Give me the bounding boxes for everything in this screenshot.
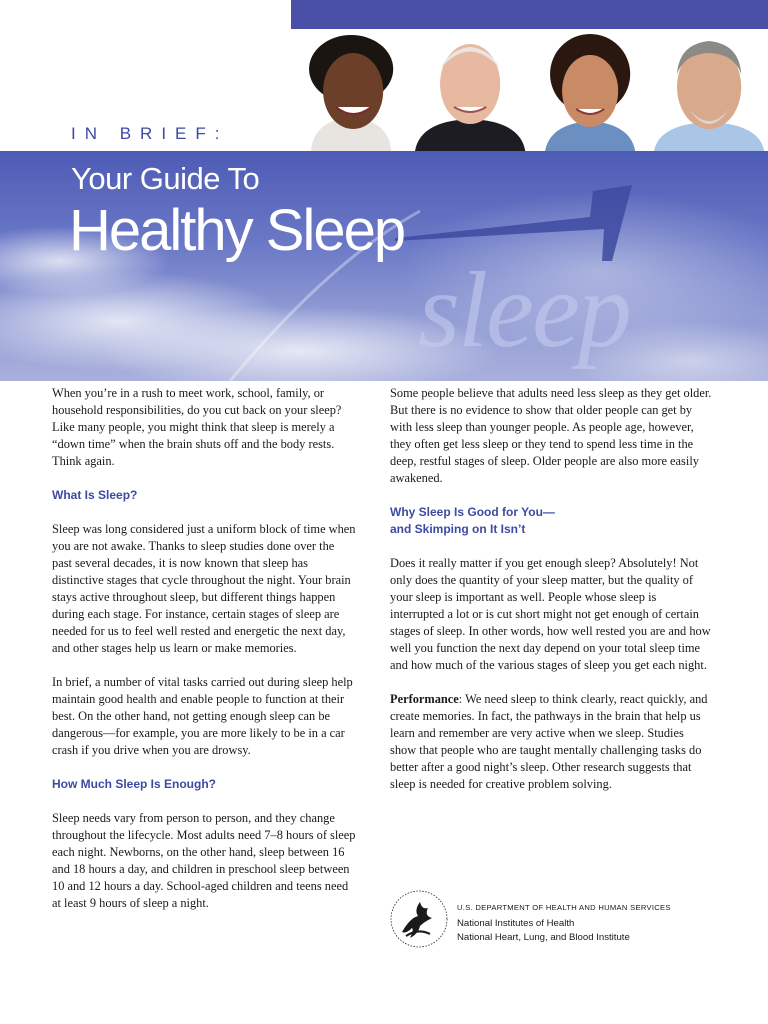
left-column <box>52 385 357 929</box>
header-accent-bar <box>291 0 768 29</box>
hero-banner <box>0 151 768 381</box>
footer <box>388 888 688 958</box>
performance-text: : We need sleep to think clearly, react quickly, and create memories. In fact, the pathways in the brain that help us learn and remember are very active when we sleep. Studies show that people who are taught mentally challenging tasks do better after a good night’s sleep. Other research suggests that sleep is needed for creative problem solving. <box>390 692 708 791</box>
hhs-eagle-seal-icon <box>388 888 450 950</box>
in-brief-label: IN BRIEF: <box>71 124 229 143</box>
agency-nhlbi: National Heart, Lung, and Blood Institute <box>457 932 630 943</box>
portrait-strip <box>291 29 768 151</box>
paragraph-older-adults: Some people believe that adults need less sleep as they get older. But there is no evidence to show that older people can get by with less sleep than younger people. As people age, however, they often get less sleep or they tend to spend less time in the deep, restful stages of sleep. Older people are also more easily awakened. <box>390 386 712 485</box>
portrait-woman-2 <box>530 29 649 151</box>
department-name: U.S. DEPARTMENT OF HEALTH AND HUMAN SERVICES <box>457 903 671 912</box>
heading-what-is-sleep: What Is Sleep? <box>52 488 138 502</box>
paragraph-sleep-stages: Sleep was long considered just a uniform block of time when you are not awake. Thanks to sleep studies done over the past several decades, it is now known that sleep has distinctive stages that cycle throughout the night. Your brain stays active throughout sleep, but different things happen during each stage. For instance, certain stages of sleep are needed for us to feel well rested and energetic the next day, and other stages help us learn or make memories. <box>52 522 356 655</box>
portrait-man-1 <box>410 29 529 151</box>
portrait-woman-1 <box>291 29 410 151</box>
hero-subtitle: Your Guide To <box>71 161 260 196</box>
footer-agency-text <box>457 903 671 945</box>
performance-label: Performance <box>390 692 459 706</box>
sleep-watermark: sleep <box>418 251 630 370</box>
agency-nih: National Institutes of Health <box>457 918 575 929</box>
paragraph-vital-tasks: In brief, a number of vital tasks carried out during sleep help maintain good health and enable people to function at their best. On the other hand, not getting enough sleep can be dangerous—for example, you are more likely to be in a car crash if you drive when you are drowsy. <box>52 675 353 757</box>
heading-why-sleep-good <box>390 504 712 538</box>
page-title: Healthy Sleep <box>69 198 405 263</box>
paragraph-sleep-quality: Does it really matter if you get enough sleep? Absolutely! Not only does the quantity of your sleep matter, but the quality of your sleep is important as well. People whose sleep is interrupted a lot or is cut short might not get enough of certain stages of sleep. In other words, how well rested you are and how well you function the next day depend on your total sleep time and how much of the various stages of sleep you get each night. <box>390 556 711 672</box>
heading-line-1: Why Sleep Is Good for You— <box>390 505 555 519</box>
right-column <box>390 385 712 810</box>
paragraph-sleep-needs: Sleep needs vary from person to person, and they change throughout the lifecycle. Most adults need 7–8 hours of sleep each night. Newborns, on the other hand, sleep between 16 and 18 hours a day, and children in preschool sleep between 10 and 12 hours a day. School-aged children and teens need at least 9 hours of sleep a night. <box>52 811 356 910</box>
heading-how-much-sleep: How Much Sleep Is Enough? <box>52 777 217 791</box>
intro-paragraph: When you’re in a rush to meet work, school, family, or household responsibilities, do you cut back on your sleep? Like many people, you might think that sleep is merely a “down time” when the brain shuts off and the body rests. Think again. <box>52 386 342 468</box>
portrait-man-2 <box>649 29 768 151</box>
heading-line-2: and Skimping on It Isn’t <box>390 522 526 536</box>
paragraph-performance <box>390 691 712 793</box>
